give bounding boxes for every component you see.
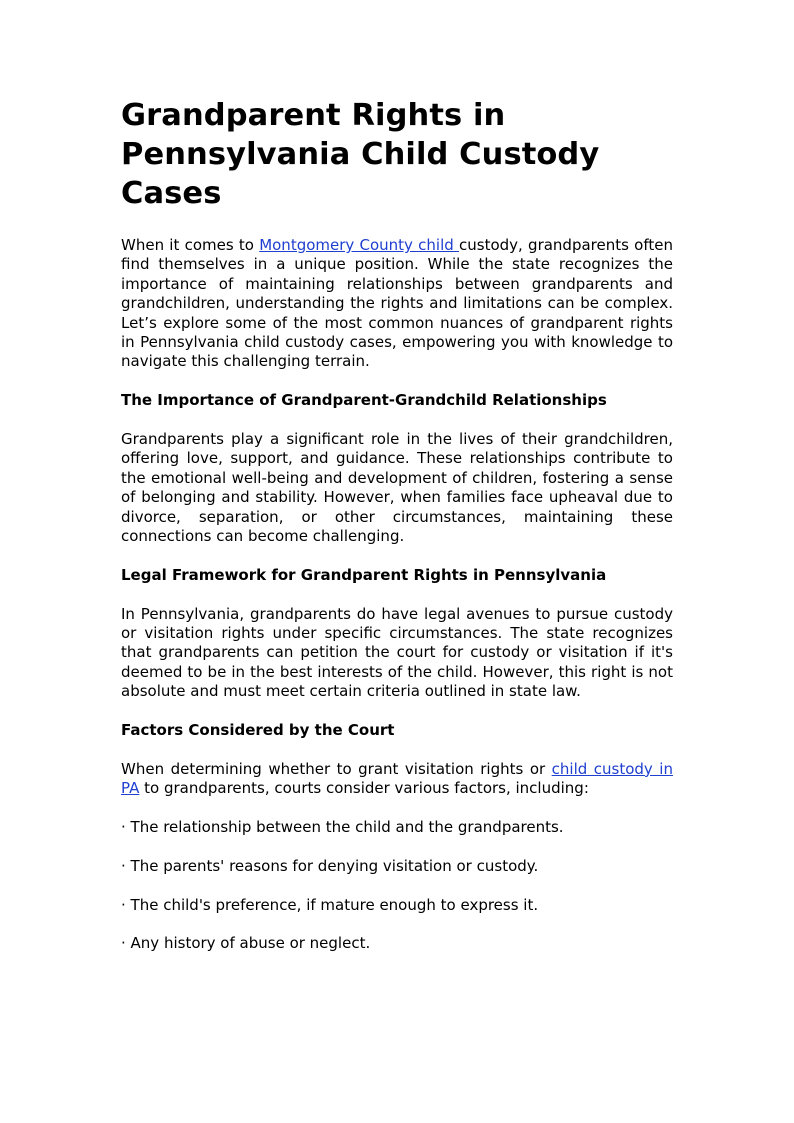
section-body-factors (121, 760, 673, 799)
factors-text-start: When determining whether to grant visitation rights or (121, 759, 552, 778)
section-body-legal-framework: In Pennsylvania, grandparents do have legal avenues to pursue custody or visitation rights under specific circumstances. The state recognizes that grandparents can petition the court for custody or visitation if it's deemed to be in the best interests of the child. However, this right is not absolute and must meet certain criteria outlined in state law. (121, 604, 673, 701)
montgomery-county-child-custody-link[interactable]: Montgomery County child (259, 236, 460, 254)
intro-paragraph (121, 236, 673, 372)
child-custody-in-pa-link[interactable]: child custody in PA (121, 759, 673, 798)
factor-list-item: · The parents' reasons for denying visitation or custody. (121, 856, 539, 875)
factor-list-item: · The relationship between the child and the grandparents. (121, 818, 564, 837)
page-title: Grandparent Rights in Pennsylvania Child Custody Cases (121, 98, 600, 211)
section-heading-factors: Factors Considered by the Court (121, 721, 395, 740)
factor-list-item: · Any history of abuse or neglect. (121, 934, 371, 953)
factor-list-item: · The child's preference, if mature enough to express it. (121, 895, 539, 914)
intro-text-start: When it comes to (121, 236, 260, 254)
factors-text-rest: to grandparents, courts consider various factors, including: (139, 779, 589, 798)
section-heading-legal-framework: Legal Framework for Grandparent Rights in Pennsylvania (121, 565, 607, 584)
section-body-importance: Grandparents play a significant role in the lives of their grandchildren, offering love, support, and guidance. These relationships contribute to the emotional well-being and development of children, fostering a sense of belonging and stability. However, when families face upheaval due to divorce, separation, or other circumstances, maintaining these connections can become challenging. (121, 430, 673, 546)
section-heading-importance: The Importance of Grandparent-Grandchild Relationships (121, 391, 607, 410)
intro-text-rest: custody, grandparents often find themselves in a unique position. While the state recognizes the importance of maintaining relationships between grandparents and grandchildren, understanding the rights and limitations can be complex. Let’s explore some of the most common nuances of grandparent rights in Pennsylvania child custody cases, empowering you with knowledge to navigate this challenging terrain. (121, 236, 673, 371)
